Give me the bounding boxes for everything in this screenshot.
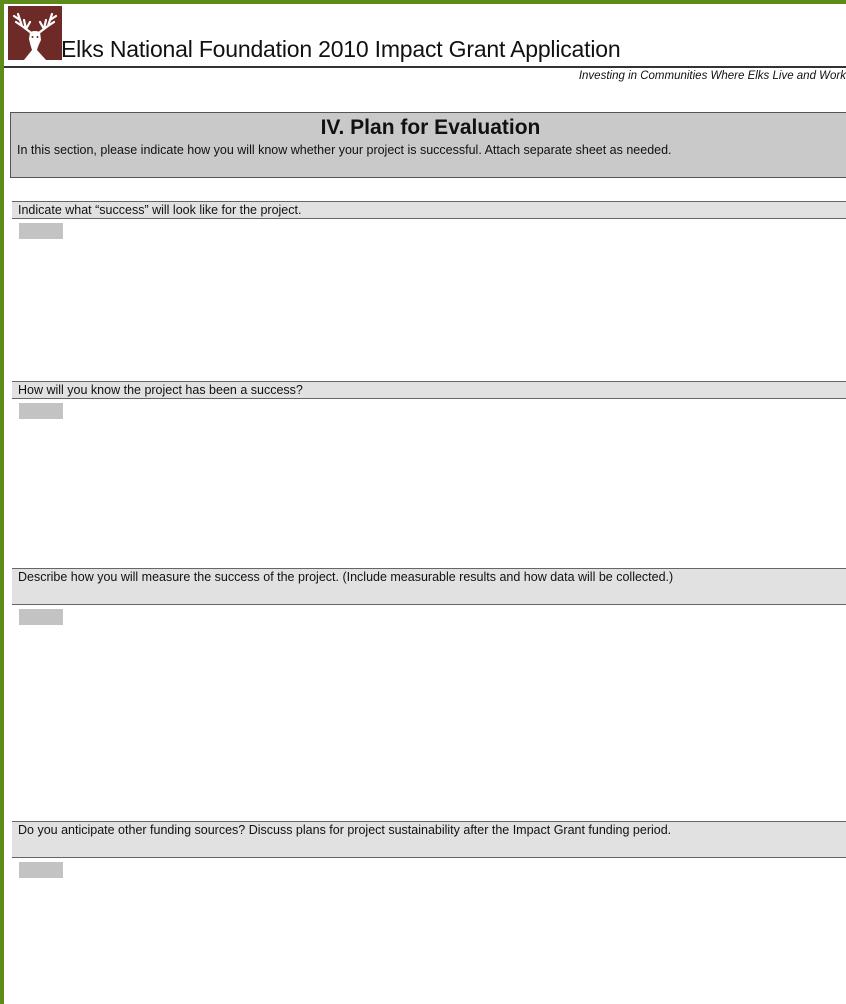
success-measurement-field[interactable] <box>19 609 63 625</box>
question-label-funding-sustainability: Do you anticipate other funding sources? Discuss plans for project sustainability after the Impact Grant funding period. <box>12 821 846 858</box>
elk-head-icon <box>8 6 62 60</box>
header-divider <box>4 66 846 68</box>
section-header <box>10 112 846 178</box>
success-definition-field[interactable] <box>19 223 63 239</box>
question-label-success-definition: Indicate what “success” will look like for the project. <box>12 201 846 219</box>
question-label-success-measurement: Describe how you will measure the success of the project. (Include measurable results and how data will be collected.) <box>12 568 846 605</box>
section-title: IV. Plan for Evaluation <box>320 116 541 139</box>
foundation-tagline: Investing in Communities Where Elks Live and Work <box>578 70 846 82</box>
section-instructions: In this section, please indicate how you will know whether your project is successful. Attach separate sheet as needed. <box>17 143 672 157</box>
document-title: Elks National Foundation 2010 Impact Grant Application <box>61 36 621 62</box>
funding-sustainability-field[interactable] <box>19 862 63 878</box>
question-label-success-indicator: How will you know the project has been a success? <box>12 381 846 399</box>
success-indicator-field[interactable] <box>19 403 63 419</box>
